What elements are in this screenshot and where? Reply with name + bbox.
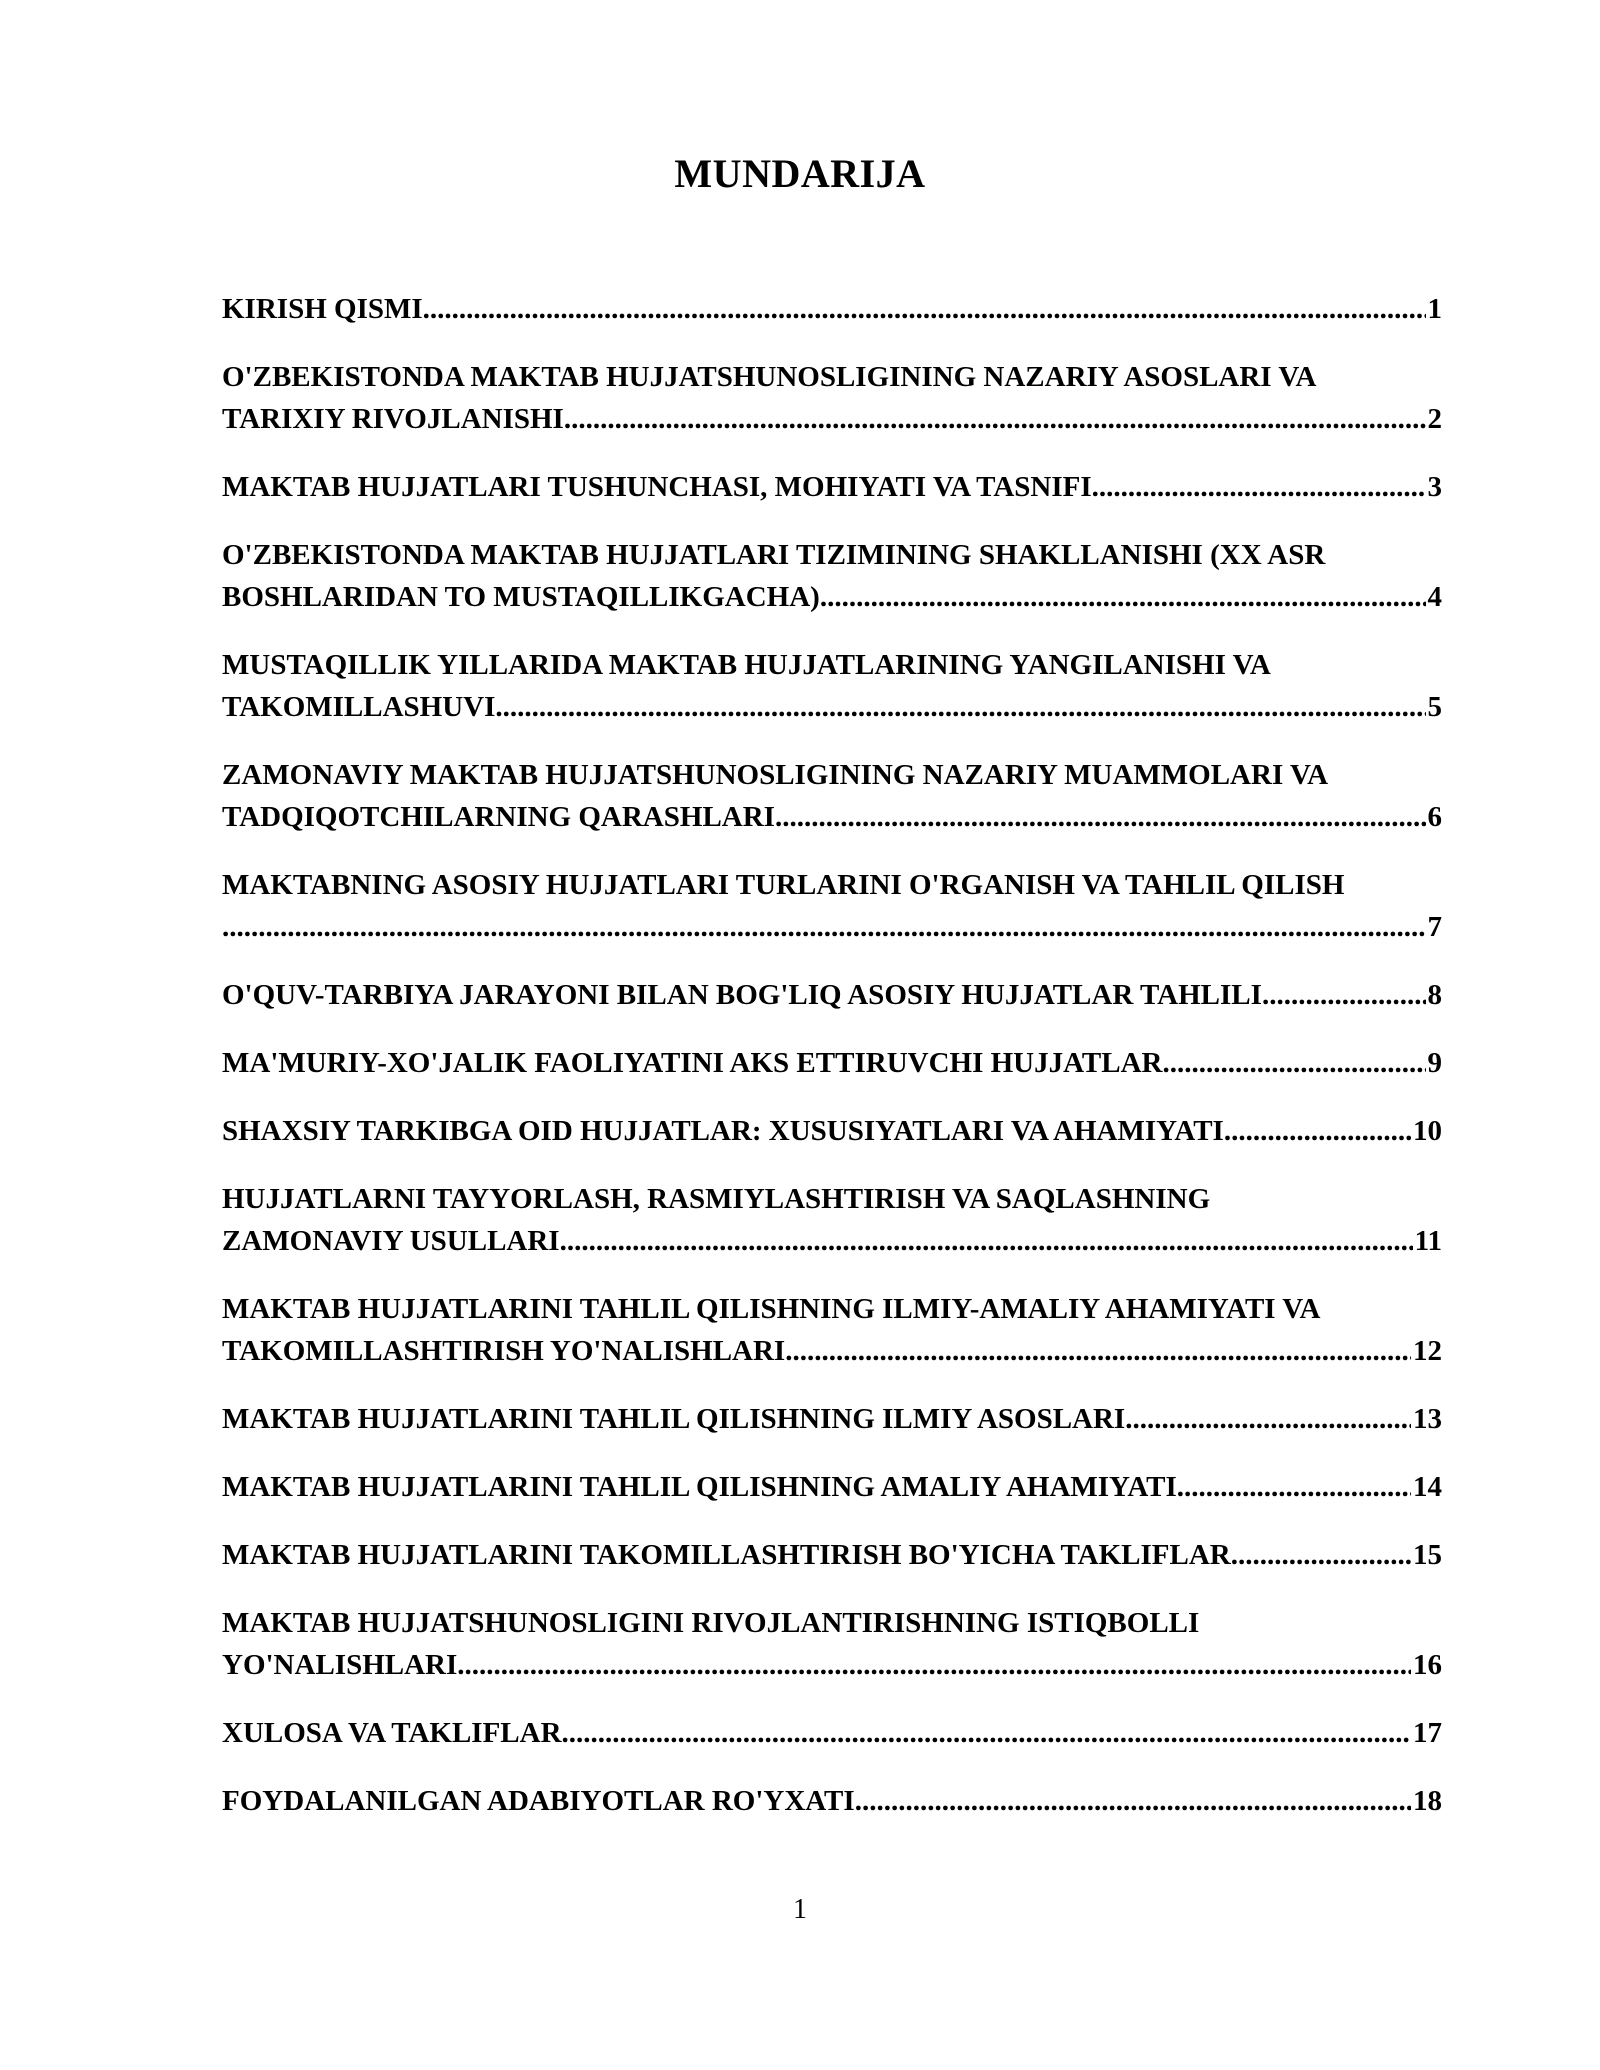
toc-entry[interactable] bbox=[222, 1602, 1442, 1686]
toc-entry-leader-row bbox=[222, 1330, 1442, 1372]
dot-leader bbox=[1125, 1398, 1411, 1440]
toc-entry-text: MAKTAB HUJJATSHUNOSLIGINI RIVOJLANTIRISHNING ISTIQBOLLI bbox=[222, 1607, 1200, 1639]
toc-entry[interactable] bbox=[222, 1466, 1442, 1508]
toc-entry-text: HUJJATLARNI TAYYORLASH, RASMIYLASHTIRISH VA SAQLASHNING bbox=[222, 1183, 1211, 1215]
toc-entry[interactable] bbox=[222, 1110, 1442, 1152]
toc-page-number: 13 bbox=[1413, 1403, 1442, 1435]
dot-leader bbox=[820, 576, 1426, 618]
toc-page-number: 16 bbox=[1413, 1649, 1442, 1681]
toc-entry-text: TAKOMILLASHUVI bbox=[222, 691, 496, 723]
toc-entry[interactable] bbox=[222, 644, 1442, 728]
toc-entry[interactable] bbox=[222, 534, 1442, 618]
toc-page-number: 17 bbox=[1413, 1717, 1442, 1749]
page-title: MUNDARIJA bbox=[674, 151, 926, 196]
dot-leader bbox=[562, 1712, 1411, 1754]
toc-page-number: 4 bbox=[1427, 581, 1442, 613]
toc-entry-text: TAKOMILLASHTIRISH YO'NALISHLARI bbox=[222, 1335, 786, 1367]
dot-leader bbox=[1092, 466, 1426, 508]
toc-entry-text: MUSTAQILLIK YILLARIDA MAKTAB HUJJATLARINING YANGILANISHI VA bbox=[222, 649, 1271, 681]
toc-entry-leader-row bbox=[222, 686, 1442, 728]
toc-entry-text: MA'MURIY-XO'JALIK FAOLIYATINI AKS ETTIRUVCHI HUJJATLAR bbox=[222, 1047, 1163, 1079]
toc-page-number: 11 bbox=[1414, 1225, 1442, 1257]
toc-entry[interactable] bbox=[222, 1288, 1442, 1372]
toc-entry-text: O'ZBEKISTONDA MAKTAB HUJJATLARI TIZIMINING SHAKLLANISHI (XX ASR bbox=[222, 539, 1326, 571]
dot-leader bbox=[564, 398, 1426, 440]
toc-entry-leader-row bbox=[222, 1042, 1442, 1084]
toc-entry-leader-row bbox=[222, 288, 1442, 330]
toc-entry[interactable] bbox=[222, 288, 1442, 330]
toc-entry[interactable] bbox=[222, 466, 1442, 508]
toc-entry-text: YO'NALISHLARI bbox=[222, 1649, 458, 1681]
table-of-contents bbox=[222, 288, 1442, 1848]
toc-entry-text: KIRISH QISMI bbox=[222, 293, 423, 325]
toc-entry-text: SHAXSIY TARKIBGA OID HUJJATLAR: XUSUSIYATLARI VA AHAMIYATI bbox=[222, 1115, 1224, 1147]
toc-entry[interactable] bbox=[222, 974, 1442, 1016]
toc-page-number: 3 bbox=[1427, 471, 1442, 503]
dot-leader bbox=[1262, 974, 1426, 1016]
toc-page-number: 14 bbox=[1413, 1471, 1442, 1503]
toc-page-number: 2 bbox=[1427, 403, 1442, 435]
toc-page-number: 9 bbox=[1427, 1047, 1442, 1079]
toc-entry-leader-row bbox=[222, 1398, 1442, 1440]
toc-entry-text: BOSHLARIDAN TO MUSTAQILLIKGACHA) bbox=[222, 581, 820, 613]
toc-entry[interactable] bbox=[222, 1712, 1442, 1754]
toc-entry[interactable] bbox=[222, 1042, 1442, 1084]
toc-page-number: 7 bbox=[1427, 911, 1442, 943]
toc-entry[interactable] bbox=[222, 864, 1442, 948]
toc-page-number: 15 bbox=[1413, 1539, 1442, 1571]
toc-entry-text: MAKTAB HUJJATLARINI TAKOMILLASHTIRISH BO'YICHA TAKLIFLAR bbox=[222, 1539, 1231, 1571]
toc-entry-text: TADQIQOTCHILARNING QARASHLARI bbox=[222, 801, 775, 833]
dot-leader bbox=[1177, 1466, 1411, 1508]
toc-entry-leader-row bbox=[222, 398, 1442, 440]
dot-leader bbox=[1224, 1110, 1411, 1152]
dot-leader bbox=[560, 1220, 1413, 1262]
dot-leader bbox=[1162, 1042, 1425, 1084]
toc-entry[interactable] bbox=[222, 1178, 1442, 1262]
page-number: 1 bbox=[793, 1894, 807, 1925]
dot-leader bbox=[785, 1330, 1411, 1372]
toc-page-number: 6 bbox=[1427, 801, 1442, 833]
toc-entry-leader-row bbox=[222, 1780, 1442, 1822]
toc-entry-leader-row bbox=[222, 1466, 1442, 1508]
toc-entry-text: TARIXIY RIVOJLANISHI bbox=[222, 403, 564, 435]
toc-entry-text: MAKTAB HUJJATLARINI TAHLIL QILISHNING ILMIY-AMALIY AHAMIYATI VA bbox=[222, 1293, 1321, 1325]
toc-entry-leader-row bbox=[222, 1712, 1442, 1754]
toc-page-number: 8 bbox=[1427, 979, 1442, 1011]
dot-leader bbox=[855, 1780, 1411, 1822]
toc-entry-leader-row bbox=[222, 1110, 1442, 1152]
toc-entry-leader-row bbox=[222, 1534, 1442, 1576]
toc-entry-text: O'ZBEKISTONDA MAKTAB HUJJATSHUNOSLIGINING NAZARIY ASOSLARI VA bbox=[222, 361, 1317, 393]
toc-entry-leader-row bbox=[222, 796, 1442, 838]
toc-entry-text: ZAMONAVIY USULLARI bbox=[222, 1225, 560, 1257]
toc-entry-text: O'QUV-TARBIYA JARAYONI BILAN BOG'LIQ ASOSIY HUJJATLAR TAHLILI bbox=[222, 979, 1262, 1011]
toc-page-number: 12 bbox=[1413, 1335, 1442, 1367]
toc-entry-text: ZAMONAVIY MAKTAB HUJJATSHUNOSLIGINING NAZARIY MUAMMOLARI VA bbox=[222, 759, 1329, 791]
toc-entry-leader-row bbox=[222, 1644, 1442, 1686]
toc-entry-text: MAKTAB HUJJATLARINI TAHLIL QILISHNING AMALIY AHAMIYATI bbox=[222, 1471, 1177, 1503]
toc-entry-text: FOYDALANILGAN ADABIYOTLAR RO'YXATI bbox=[222, 1785, 855, 1817]
toc-entry[interactable] bbox=[222, 356, 1442, 440]
dot-leader bbox=[423, 288, 1426, 330]
dot-leader bbox=[457, 1644, 1411, 1686]
toc-entry-text: MAKTAB HUJJATLARI TUSHUNCHASI, MOHIYATI VA TASNIFI bbox=[222, 471, 1092, 503]
toc-page-number: 18 bbox=[1413, 1785, 1442, 1817]
toc-page-number: 10 bbox=[1413, 1115, 1442, 1147]
toc-entry[interactable] bbox=[222, 754, 1442, 838]
toc-entry-leader-row bbox=[222, 974, 1442, 1016]
toc-entry-text: MAKTAB HUJJATLARINI TAHLIL QILISHNING ILMIY ASOSLARI bbox=[222, 1403, 1126, 1435]
toc-entry-leader-row bbox=[222, 466, 1442, 508]
dot-leader bbox=[775, 796, 1426, 838]
toc-entry-leader-row bbox=[222, 1220, 1442, 1262]
toc-entry-leader-row bbox=[222, 576, 1442, 618]
toc-entry-text: XULOSA VA TAKLIFLAR bbox=[222, 1717, 562, 1749]
toc-page-number: 5 bbox=[1427, 691, 1442, 723]
toc-entry[interactable] bbox=[222, 1780, 1442, 1822]
dot-leader bbox=[1231, 1534, 1411, 1576]
toc-entry-leader-row bbox=[222, 906, 1442, 948]
dot-leader bbox=[222, 906, 1426, 948]
dot-leader bbox=[495, 686, 1425, 728]
toc-entry[interactable] bbox=[222, 1534, 1442, 1576]
toc-page-number: 1 bbox=[1427, 293, 1442, 325]
toc-entry-text: MAKTABNING ASOSIY HUJJATLARI TURLARINI O'RGANISH VA TAHLIL QILISH bbox=[222, 869, 1345, 901]
toc-entry[interactable] bbox=[222, 1398, 1442, 1440]
